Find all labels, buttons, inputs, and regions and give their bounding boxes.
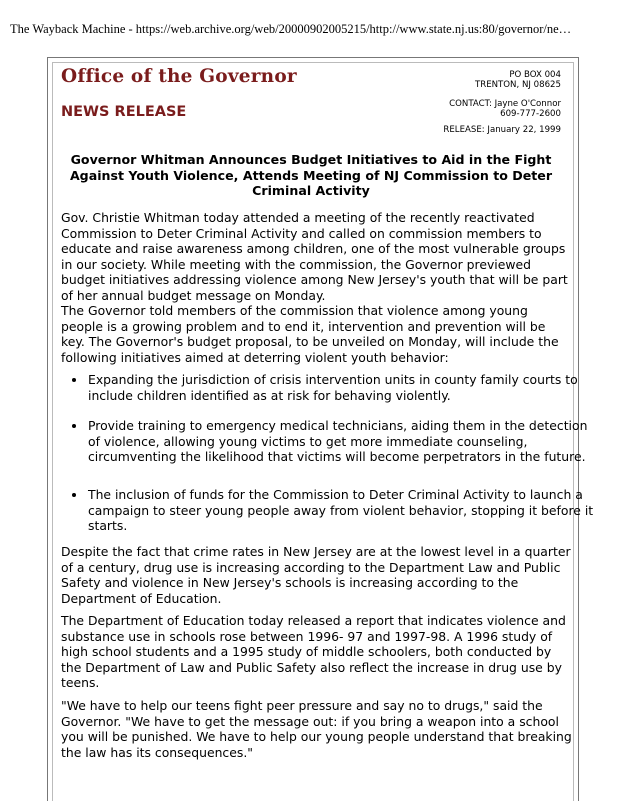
address-line: PO BOX 004 [509, 70, 561, 80]
contact-name: CONTACT: Jayne O'Connor [449, 98, 561, 109]
body-paragraph: "We have to help our teens fight peer pressure and say no to drugs," said the Governor. "We have to get the message out: if you bring a weapon into a school you will be punished. We have to help our young people understand that breaking the law has its consequences." [61, 698, 572, 760]
contact-phone: 609-777-2600 [500, 109, 561, 120]
address-line: TRENTON, NJ 08625 [474, 80, 561, 91]
office-title: Office of the Governor [61, 66, 297, 87]
initiative-list [60, 418, 599, 465]
initiative-item: • The inclusion of funds for the Commission to Deter Criminal Activity to launch a campaign to steer young people away from violent behavior, stopping it before it starts. [87, 487, 599, 534]
browser-print-header: The Wayback Machine - https://web.archive.org/web/20000902005215/http://www.state.nj.us:80/governor/ne… [10, 22, 572, 36]
body-paragraph: The Governor told members of the commission that violence among young people is a growing problem and to end it, intervention and prevention will be key. The Governor's budget proposal, to be unveiled on Monday, will include the following initiatives aimed at deterring violent youth behavior: [61, 303, 559, 365]
initiative-list [60, 372, 599, 403]
body-paragraph: The Department of Education today released a report that indicates violence and substance use in schools rose between 1996- 97 and 1997-98. A 1996 study of high school students and a 1995 study of middle schoolers, both conducted by the Department of Law and Public Safety also reflect the increase in drug use by teens. [61, 613, 566, 690]
release-date: RELEASE: January 22, 1999 [443, 125, 561, 135]
headline: Governor Whitman Announces Budget Initiatives to Aid in the Fight Against Youth Violence, Attends Meeting of NJ Commission to Deter Criminal Activity [69, 152, 553, 198]
body-paragraph: Despite the fact that crime rates in New Jersey are at the lowest level in a quarter of a century, drug use is increasing according to the Department Law and Public Safety and violence in New Jersey's schools is increasing according to the Department of Education. [61, 544, 571, 606]
initiative-item: • Expanding the jurisdiction of crisis intervention units in county family courts to include children identified as at risk for behaving violently. [87, 372, 599, 403]
contact-block [449, 70, 561, 120]
news-release-label: NEWS RELEASE [61, 104, 187, 120]
initiative-list [60, 487, 599, 534]
initiative-item: • Provide training to emergency medical technicians, aiding them in the detection of violence, allowing young victims to get more immediate counseling, circumventing the likelihood that victims will become perpetrators in the future. [87, 418, 599, 465]
body-paragraph: Gov. Christie Whitman today attended a meeting of the recently reactivated Commission to Deter Criminal Activity and called on commission members to educate and raise awareness among children, one of the most vulnerable groups in our society. While meeting with the commission, the Governor previewed budget initiatives addressing violence among New Jersey's youth that will be part of her annual budget message on Monday. [61, 210, 568, 303]
